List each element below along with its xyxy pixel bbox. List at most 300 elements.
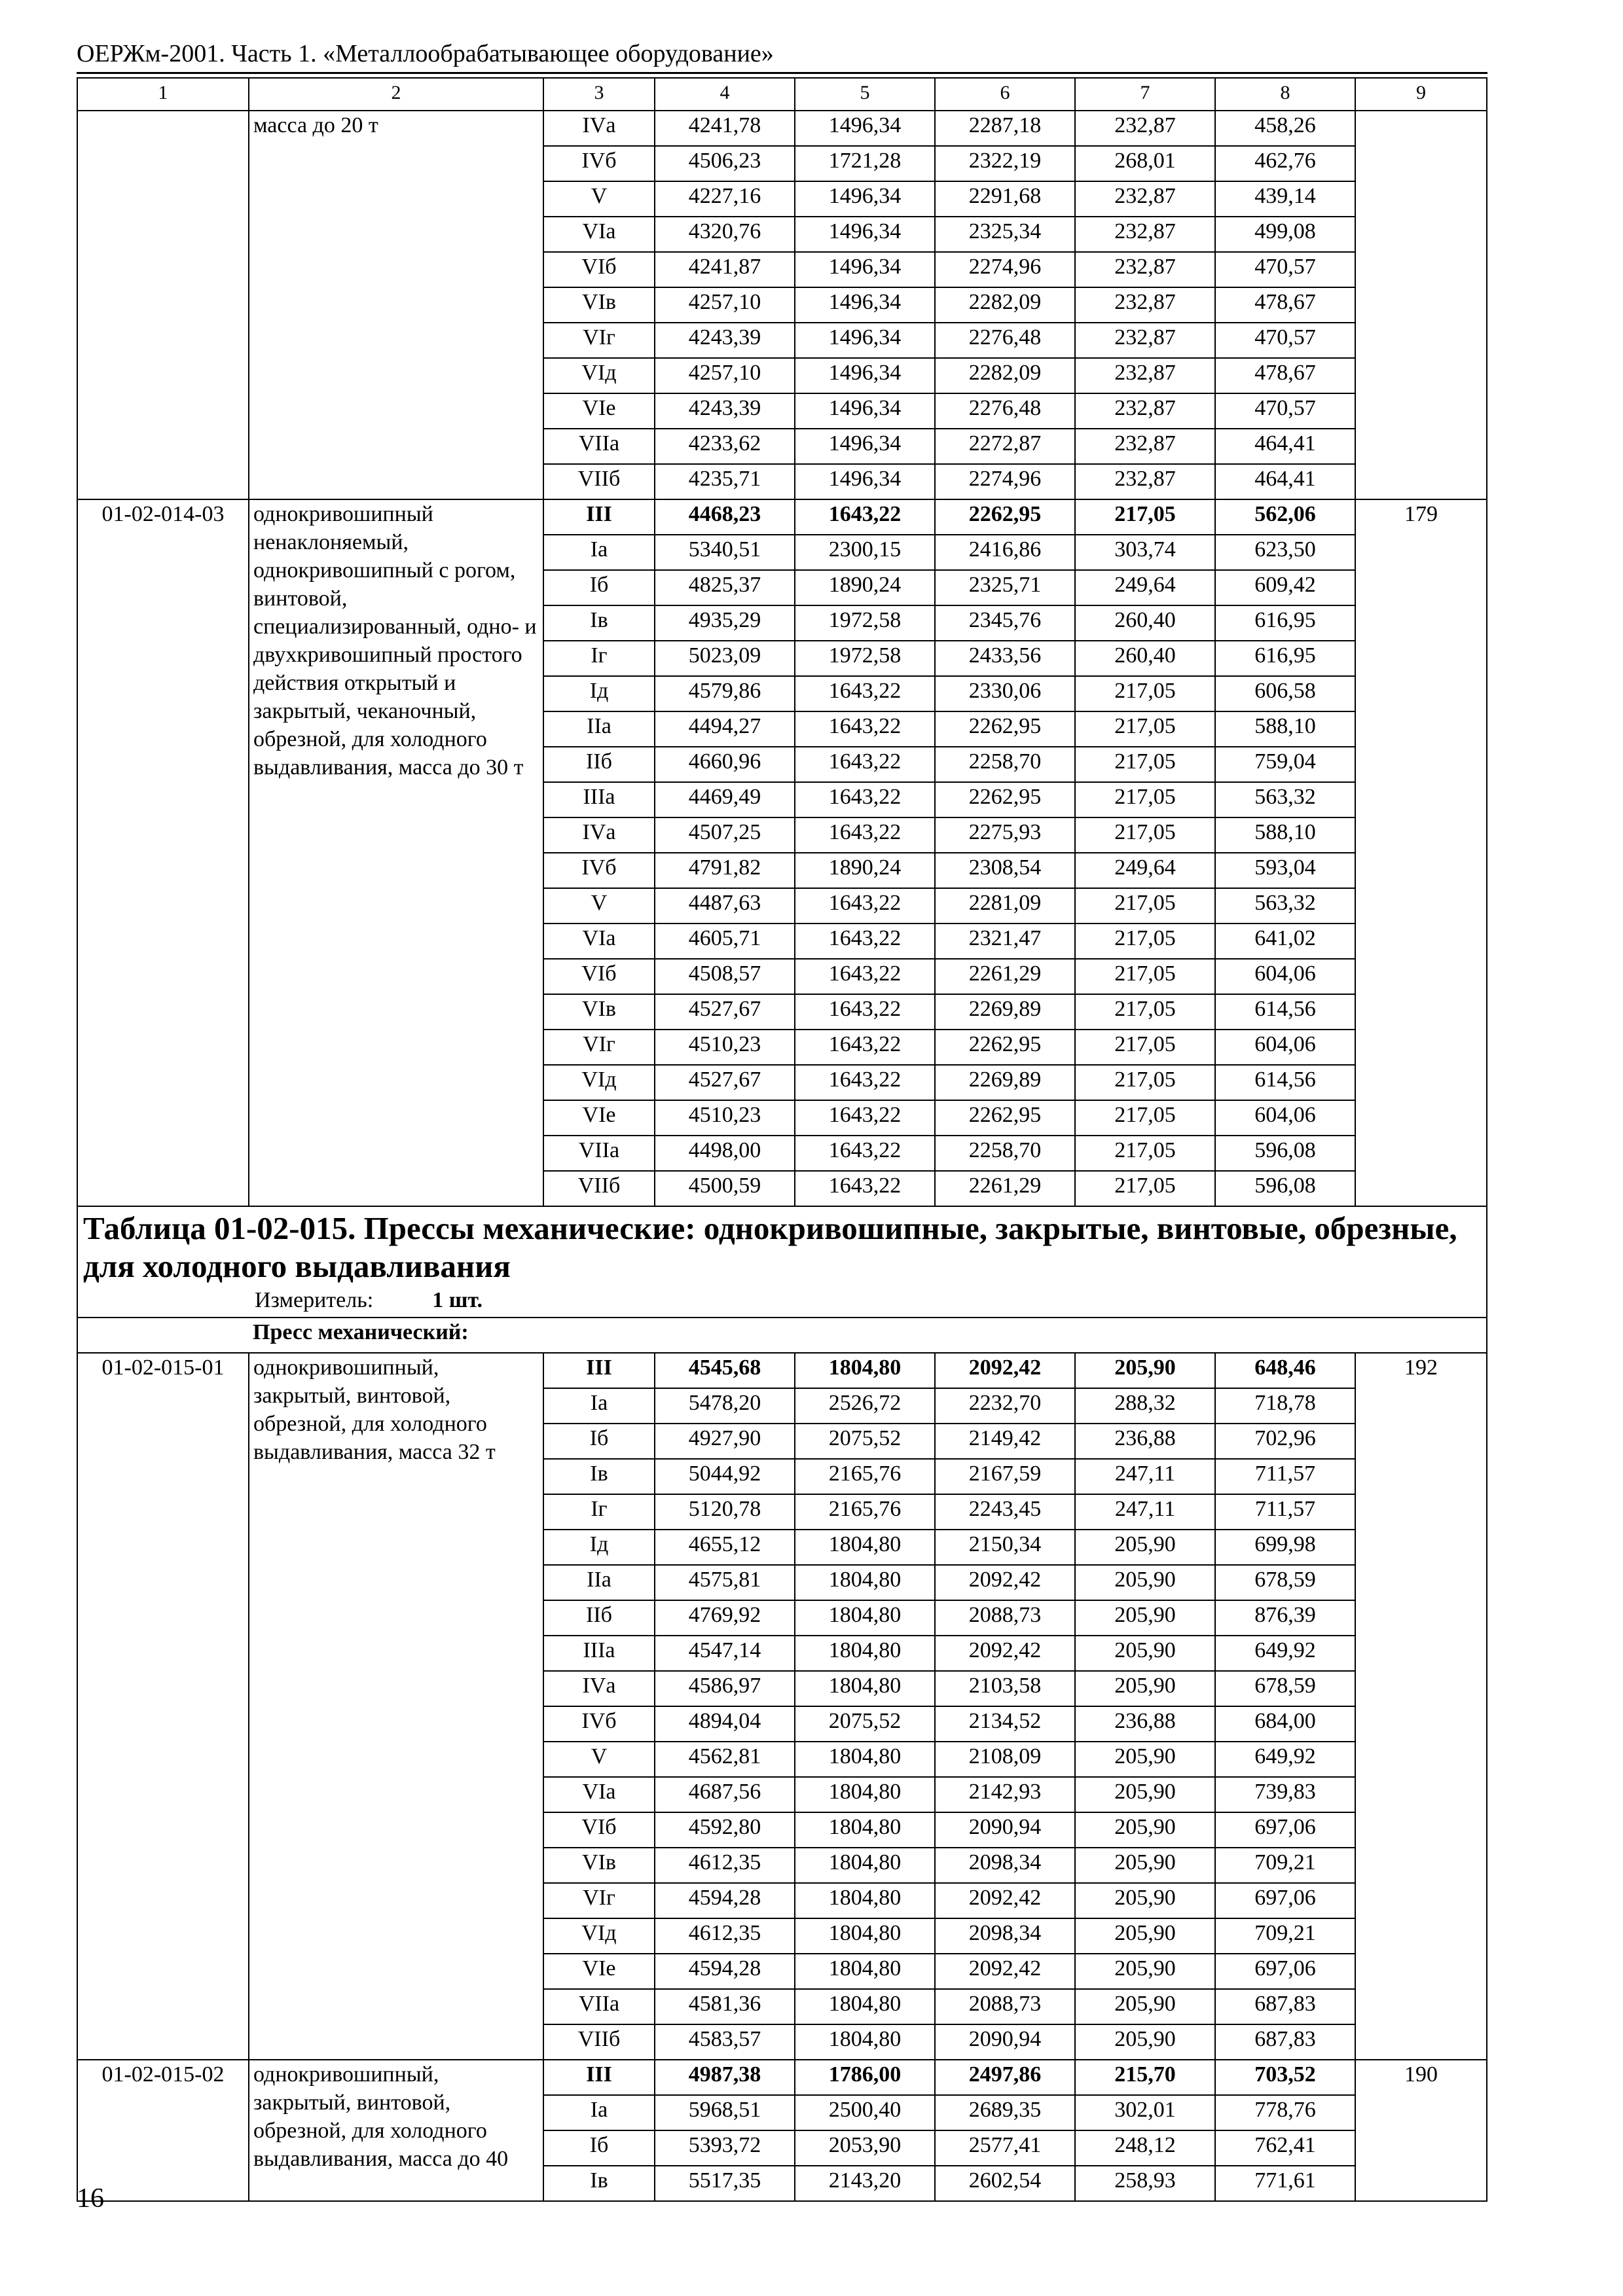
category-cell: III <box>543 2060 655 2095</box>
value-cell: 1804,80 <box>795 1883 935 1918</box>
column-number: 2 <box>249 78 543 111</box>
value-cell: 648,46 <box>1215 1353 1355 1388</box>
value-cell: 1643,22 <box>795 994 935 1030</box>
value-cell: 2274,96 <box>935 252 1075 287</box>
value-cell: 1786,00 <box>795 2060 935 2095</box>
category-cell: Iа <box>543 535 655 570</box>
category-cell: IVб <box>543 1706 655 1742</box>
page-header: ОЕРЖм-2001. Часть 1. «Металлообрабатывающее оборудование» <box>77 39 1487 74</box>
value-cell: 205,90 <box>1075 1883 1215 1918</box>
value-cell: 687,83 <box>1215 1989 1355 2024</box>
section-title: Пресс механический: <box>249 1318 1487 1353</box>
value-cell: 4935,29 <box>655 605 795 641</box>
value-cell: 258,93 <box>1075 2166 1215 2201</box>
value-cell: 260,40 <box>1075 605 1215 641</box>
value-cell: 232,87 <box>1075 287 1215 323</box>
value-cell: 2325,71 <box>935 570 1075 605</box>
value-cell: 1643,22 <box>795 817 935 853</box>
category-cell: III <box>543 1353 655 1388</box>
item-description: однокривошипный, закрытый, винтовой, обрезной, для холодного выдавливания, масса до 40 <box>249 2060 543 2201</box>
value-cell: 1804,80 <box>795 1918 935 1954</box>
value-cell: 699,98 <box>1215 1530 1355 1565</box>
value-cell: 593,04 <box>1215 853 1355 888</box>
value-cell: 1496,34 <box>795 111 935 146</box>
value-cell: 2322,19 <box>935 146 1075 181</box>
value-cell: 205,90 <box>1075 1848 1215 1883</box>
value-cell: 2088,73 <box>935 1989 1075 2024</box>
value-cell: 1643,22 <box>795 782 935 817</box>
value-cell: 649,92 <box>1215 1636 1355 1671</box>
value-cell: 5340,51 <box>655 535 795 570</box>
value-cell: 4468,23 <box>655 499 795 535</box>
value-cell: 232,87 <box>1075 111 1215 146</box>
value-cell: 4257,10 <box>655 358 795 393</box>
value-cell: 2149,42 <box>935 1424 1075 1459</box>
value-cell: 876,39 <box>1215 1600 1355 1636</box>
value-cell: 4233,62 <box>655 429 795 464</box>
value-cell: 205,90 <box>1075 1777 1215 1812</box>
table-row <box>77 2060 1487 2095</box>
column-number-row <box>77 78 1487 111</box>
value-cell: 205,90 <box>1075 1812 1215 1848</box>
value-cell: 1890,24 <box>795 853 935 888</box>
value-cell: 458,26 <box>1215 111 1355 146</box>
column-number: 4 <box>655 78 795 111</box>
value-cell: 5393,72 <box>655 2130 795 2166</box>
value-cell: 247,11 <box>1075 1494 1215 1530</box>
column-number: 3 <box>543 78 655 111</box>
value-cell: 4769,92 <box>655 1600 795 1636</box>
value-cell: 232,87 <box>1075 393 1215 429</box>
value-cell: 609,42 <box>1215 570 1355 605</box>
category-cell: III <box>543 499 655 535</box>
value-cell: 2090,94 <box>935 1812 1075 1848</box>
value-cell: 4594,28 <box>655 1883 795 1918</box>
value-cell: 1804,80 <box>795 1812 935 1848</box>
value-cell: 232,87 <box>1075 429 1215 464</box>
category-cell: IIа <box>543 1565 655 1600</box>
value-cell: 205,90 <box>1075 1989 1215 2024</box>
value-cell: 2262,95 <box>935 499 1075 535</box>
value-cell: 649,92 <box>1215 1742 1355 1777</box>
category-cell: VIв <box>543 994 655 1030</box>
value-cell: 623,50 <box>1215 535 1355 570</box>
category-cell: IIIа <box>543 782 655 817</box>
value-cell: 4562,81 <box>655 1742 795 1777</box>
value-cell: 1643,22 <box>795 924 935 959</box>
value-cell: 4594,28 <box>655 1954 795 1989</box>
value-cell: 2300,15 <box>795 535 935 570</box>
value-cell: 205,90 <box>1075 1565 1215 1600</box>
category-cell: VIг <box>543 1883 655 1918</box>
value-cell: 614,56 <box>1215 1065 1355 1100</box>
value-cell: 4235,71 <box>655 464 795 499</box>
value-cell: 2075,52 <box>795 1706 935 1742</box>
category-cell: IVа <box>543 817 655 853</box>
item-description: однокривошипный ненаклоняемый, однокривошипный с рогом, винтовой, специализированный, одно- и двухкривошипный простого действия открытый и закрытый, чеканочный, обрезной, для холодного выдавливания, масса до 30 т <box>249 499 543 1206</box>
value-cell: 1643,22 <box>795 1065 935 1100</box>
category-cell: VIд <box>543 358 655 393</box>
value-cell: 288,32 <box>1075 1388 1215 1424</box>
value-cell: 4320,76 <box>655 217 795 252</box>
value-cell: 2150,34 <box>935 1530 1075 1565</box>
value-cell: 1496,34 <box>795 252 935 287</box>
value-cell: 4507,25 <box>655 817 795 853</box>
ref-page: 190 <box>1355 2060 1487 2201</box>
item-description: однокривошипный, закрытый, винтовой, обрезной, для холодного выдавливания, масса 32 т <box>249 1353 543 2060</box>
value-cell: 4508,57 <box>655 959 795 994</box>
value-cell: 4227,16 <box>655 181 795 217</box>
value-cell: 2090,94 <box>935 2024 1075 2060</box>
value-cell: 4586,97 <box>655 1671 795 1706</box>
value-cell: 711,57 <box>1215 1459 1355 1494</box>
column-number: 9 <box>1355 78 1487 111</box>
value-cell: 2167,59 <box>935 1459 1075 1494</box>
value-cell: 2142,93 <box>935 1777 1075 1812</box>
item-code: 01-02-015-01 <box>77 1353 249 2060</box>
value-cell: 1804,80 <box>795 1565 935 1600</box>
value-cell: 2276,48 <box>935 393 1075 429</box>
value-cell: 470,57 <box>1215 323 1355 358</box>
price-table <box>77 77 1487 2202</box>
value-cell: 5478,20 <box>655 1388 795 1424</box>
value-cell: 205,90 <box>1075 1600 1215 1636</box>
value-cell: 2053,90 <box>795 2130 935 2166</box>
value-cell: 2689,35 <box>935 2095 1075 2130</box>
value-cell: 2232,70 <box>935 1388 1075 1424</box>
value-cell: 718,78 <box>1215 1388 1355 1424</box>
value-cell: 4612,35 <box>655 1918 795 1954</box>
value-cell: 2269,89 <box>935 994 1075 1030</box>
value-cell: 4494,27 <box>655 711 795 747</box>
category-cell: IVб <box>543 853 655 888</box>
value-cell: 217,05 <box>1075 747 1215 782</box>
value-cell: 1804,80 <box>795 1530 935 1565</box>
category-cell: VIа <box>543 217 655 252</box>
value-cell: 1496,34 <box>795 429 935 464</box>
value-cell: 2103,58 <box>935 1671 1075 1706</box>
value-cell: 217,05 <box>1075 499 1215 535</box>
value-cell: 5023,09 <box>655 641 795 676</box>
value-cell: 2088,73 <box>935 1600 1075 1636</box>
column-number: 1 <box>77 78 249 111</box>
value-cell: 478,67 <box>1215 287 1355 323</box>
value-cell: 588,10 <box>1215 817 1355 853</box>
table-title: Таблица 01-02-015. Прессы механические: однокривошипные, закрытые, винтовые, обрезные, для холодного выдавливания <box>83 1210 1457 1284</box>
value-cell: 205,90 <box>1075 1742 1215 1777</box>
value-cell: 470,57 <box>1215 252 1355 287</box>
value-cell: 2092,42 <box>935 1636 1075 1671</box>
ref-page: 192 <box>1355 1353 1487 2060</box>
value-cell: 4487,63 <box>655 888 795 924</box>
section-empty <box>77 1318 249 1353</box>
category-cell: VIа <box>543 924 655 959</box>
category-cell: VIв <box>543 1848 655 1883</box>
value-cell: 249,64 <box>1075 853 1215 888</box>
value-cell: 697,06 <box>1215 1954 1355 1989</box>
value-cell: 703,52 <box>1215 2060 1355 2095</box>
value-cell: 4547,14 <box>655 1636 795 1671</box>
value-cell: 2075,52 <box>795 1424 935 1459</box>
value-cell: 4510,23 <box>655 1030 795 1065</box>
category-cell: V <box>543 888 655 924</box>
value-cell: 5517,35 <box>655 2166 795 2201</box>
value-cell: 1804,80 <box>795 1848 935 1883</box>
value-cell: 2275,93 <box>935 817 1075 853</box>
value-cell: 771,61 <box>1215 2166 1355 2201</box>
value-cell: 2165,76 <box>795 1459 935 1494</box>
value-cell: 2308,54 <box>935 853 1075 888</box>
value-cell: 684,00 <box>1215 1706 1355 1742</box>
value-cell: 2291,68 <box>935 181 1075 217</box>
value-cell: 205,90 <box>1075 1353 1215 1388</box>
value-cell: 4469,49 <box>655 782 795 817</box>
category-cell: Iг <box>543 1494 655 1530</box>
category-cell: IIб <box>543 747 655 782</box>
value-cell: 1643,22 <box>795 747 935 782</box>
value-cell: 1496,34 <box>795 217 935 252</box>
value-cell: 232,87 <box>1075 358 1215 393</box>
value-cell: 588,10 <box>1215 711 1355 747</box>
value-cell: 702,96 <box>1215 1424 1355 1459</box>
value-cell: 2325,34 <box>935 217 1075 252</box>
category-cell: IVа <box>543 111 655 146</box>
value-cell: 4592,80 <box>655 1812 795 1848</box>
value-cell: 2261,29 <box>935 959 1075 994</box>
value-cell: 1643,22 <box>795 1171 935 1206</box>
value-cell: 697,06 <box>1215 1883 1355 1918</box>
value-cell: 4655,12 <box>655 1530 795 1565</box>
value-cell: 4660,96 <box>655 747 795 782</box>
ref-page: 179 <box>1355 499 1487 1206</box>
value-cell: 205,90 <box>1075 1671 1215 1706</box>
category-cell: VIIб <box>543 2024 655 2060</box>
value-cell: 236,88 <box>1075 1706 1215 1742</box>
value-cell: 2108,09 <box>935 1742 1075 1777</box>
value-cell: 5120,78 <box>655 1494 795 1530</box>
value-cell: 2276,48 <box>935 323 1075 358</box>
category-cell: VIг <box>543 1030 655 1065</box>
category-cell: Iв <box>543 1459 655 1494</box>
value-cell: 2243,45 <box>935 1494 1075 1530</box>
category-cell: VIIб <box>543 464 655 499</box>
value-cell: 1496,34 <box>795 287 935 323</box>
value-cell: 1496,34 <box>795 323 935 358</box>
value-cell: 5044,92 <box>655 1459 795 1494</box>
value-cell: 1643,22 <box>795 1100 935 1136</box>
value-cell: 247,11 <box>1075 1459 1215 1494</box>
category-cell: Iб <box>543 570 655 605</box>
value-cell: 5968,51 <box>655 2095 795 2130</box>
value-cell: 2500,40 <box>795 2095 935 2130</box>
value-cell: 2433,56 <box>935 641 1075 676</box>
ref-page <box>1355 111 1487 499</box>
category-cell: VIIа <box>543 1136 655 1171</box>
value-cell: 4241,87 <box>655 252 795 287</box>
value-cell: 232,87 <box>1075 217 1215 252</box>
value-cell: 2262,95 <box>935 1100 1075 1136</box>
value-cell: 217,05 <box>1075 676 1215 711</box>
value-cell: 2258,70 <box>935 1136 1075 1171</box>
value-cell: 217,05 <box>1075 1171 1215 1206</box>
value-cell: 2321,47 <box>935 924 1075 959</box>
value-cell: 4506,23 <box>655 146 795 181</box>
value-cell: 4581,36 <box>655 1989 795 2024</box>
value-cell: 217,05 <box>1075 994 1215 1030</box>
value-cell: 1643,22 <box>795 888 935 924</box>
value-cell: 604,06 <box>1215 1100 1355 1136</box>
value-cell: 4894,04 <box>655 1706 795 1742</box>
value-cell: 2282,09 <box>935 287 1075 323</box>
item-code: 01-02-014-03 <box>77 499 249 1206</box>
value-cell: 232,87 <box>1075 323 1215 358</box>
value-cell: 4583,57 <box>655 2024 795 2060</box>
value-cell: 678,59 <box>1215 1671 1355 1706</box>
column-number: 8 <box>1215 78 1355 111</box>
value-cell: 1643,22 <box>795 676 935 711</box>
value-cell: 2165,76 <box>795 1494 935 1530</box>
value-cell: 205,90 <box>1075 1918 1215 1954</box>
value-cell: 236,88 <box>1075 1424 1215 1459</box>
value-cell: 302,01 <box>1075 2095 1215 2130</box>
value-cell: 2272,87 <box>935 429 1075 464</box>
value-cell: 4510,23 <box>655 1100 795 1136</box>
category-cell: Iв <box>543 605 655 641</box>
value-cell: 4987,38 <box>655 2060 795 2095</box>
value-cell: 217,05 <box>1075 817 1215 853</box>
value-cell: 1496,34 <box>795 464 935 499</box>
table-row <box>77 499 1487 535</box>
measure-label: Измеритель: <box>255 1288 374 1312</box>
value-cell: 616,95 <box>1215 605 1355 641</box>
category-cell: V <box>543 1742 655 1777</box>
value-cell: 641,02 <box>1215 924 1355 959</box>
value-cell: 4575,81 <box>655 1565 795 1600</box>
value-cell: 2098,34 <box>935 1918 1075 1954</box>
value-cell: 2262,95 <box>935 1030 1075 1065</box>
category-cell: VIв <box>543 287 655 323</box>
value-cell: 2092,42 <box>935 1353 1075 1388</box>
category-cell: IIа <box>543 711 655 747</box>
category-cell: VIд <box>543 1065 655 1100</box>
category-cell: Iд <box>543 1530 655 1565</box>
value-cell: 1643,22 <box>795 959 935 994</box>
column-number: 7 <box>1075 78 1215 111</box>
value-cell: 268,01 <box>1075 146 1215 181</box>
value-cell: 1496,34 <box>795 393 935 429</box>
value-cell: 2258,70 <box>935 747 1075 782</box>
value-cell: 2577,41 <box>935 2130 1075 2166</box>
value-cell: 596,08 <box>1215 1171 1355 1206</box>
value-cell: 217,05 <box>1075 1065 1215 1100</box>
value-cell: 1804,80 <box>795 1742 935 1777</box>
value-cell: 709,21 <box>1215 1848 1355 1883</box>
category-cell: IVб <box>543 146 655 181</box>
value-cell: 217,05 <box>1075 711 1215 747</box>
value-cell: 217,05 <box>1075 782 1215 817</box>
table-row <box>77 111 1487 146</box>
value-cell: 1643,22 <box>795 711 935 747</box>
value-cell: 4500,59 <box>655 1171 795 1206</box>
category-cell: VIб <box>543 959 655 994</box>
value-cell: 215,70 <box>1075 2060 1215 2095</box>
value-cell: 697,06 <box>1215 1812 1355 1848</box>
category-cell: VIа <box>543 1777 655 1812</box>
value-cell: 4791,82 <box>655 853 795 888</box>
value-cell: 2262,95 <box>935 711 1075 747</box>
value-cell: 1804,80 <box>795 1954 935 1989</box>
section-row <box>77 1318 1487 1353</box>
value-cell: 217,05 <box>1075 1030 1215 1065</box>
value-cell: 217,05 <box>1075 888 1215 924</box>
value-cell: 606,58 <box>1215 676 1355 711</box>
value-cell: 1804,80 <box>795 1353 935 1388</box>
value-cell: 2092,42 <box>935 1954 1075 1989</box>
value-cell: 464,41 <box>1215 429 1355 464</box>
value-cell: 1804,80 <box>795 1777 935 1812</box>
value-cell: 604,06 <box>1215 1030 1355 1065</box>
value-cell: 2092,42 <box>935 1565 1075 1600</box>
value-cell: 260,40 <box>1075 641 1215 676</box>
value-cell: 563,32 <box>1215 782 1355 817</box>
value-cell: 4825,37 <box>655 570 795 605</box>
value-cell: 2269,89 <box>935 1065 1075 1100</box>
measure-value: 1 шт. <box>432 1288 483 1312</box>
value-cell: 4687,56 <box>655 1777 795 1812</box>
value-cell: 1496,34 <box>795 358 935 393</box>
value-cell: 759,04 <box>1215 747 1355 782</box>
category-cell: Iа <box>543 2095 655 2130</box>
category-cell: Iг <box>543 641 655 676</box>
value-cell: 2261,29 <box>935 1171 1075 1206</box>
value-cell: 1804,80 <box>795 1636 935 1671</box>
value-cell: 4243,39 <box>655 393 795 429</box>
value-cell: 1804,80 <box>795 1600 935 1636</box>
value-cell: 439,14 <box>1215 181 1355 217</box>
category-cell: VIб <box>543 252 655 287</box>
value-cell: 709,21 <box>1215 1918 1355 1954</box>
value-cell: 2281,09 <box>935 888 1075 924</box>
category-cell: VIе <box>543 1954 655 1989</box>
value-cell: 217,05 <box>1075 1100 1215 1136</box>
value-cell: 562,06 <box>1215 499 1355 535</box>
value-cell: 499,08 <box>1215 217 1355 252</box>
value-cell: 4241,78 <box>655 111 795 146</box>
value-cell: 4527,67 <box>655 994 795 1030</box>
value-cell: 1496,34 <box>795 181 935 217</box>
value-cell: 2330,06 <box>935 676 1075 711</box>
category-cell: VIб <box>543 1812 655 1848</box>
value-cell: 4243,39 <box>655 323 795 358</box>
page-number: 16 <box>77 2183 104 2214</box>
category-cell: IVа <box>543 1671 655 1706</box>
value-cell: 2143,20 <box>795 2166 935 2201</box>
value-cell: 4605,71 <box>655 924 795 959</box>
value-cell: 464,41 <box>1215 464 1355 499</box>
value-cell: 4498,00 <box>655 1136 795 1171</box>
value-cell: 248,12 <box>1075 2130 1215 2166</box>
value-cell: 2416,86 <box>935 535 1075 570</box>
item-code: 01-02-015-02 <box>77 2060 249 2201</box>
value-cell: 1643,22 <box>795 1136 935 1171</box>
value-cell: 205,90 <box>1075 1636 1215 1671</box>
value-cell: 1643,22 <box>795 1030 935 1065</box>
value-cell: 462,76 <box>1215 146 1355 181</box>
category-cell: V <box>543 181 655 217</box>
value-cell: 1804,80 <box>795 1989 935 2024</box>
value-cell: 4545,68 <box>655 1353 795 1388</box>
measure-line <box>83 1285 1481 1316</box>
